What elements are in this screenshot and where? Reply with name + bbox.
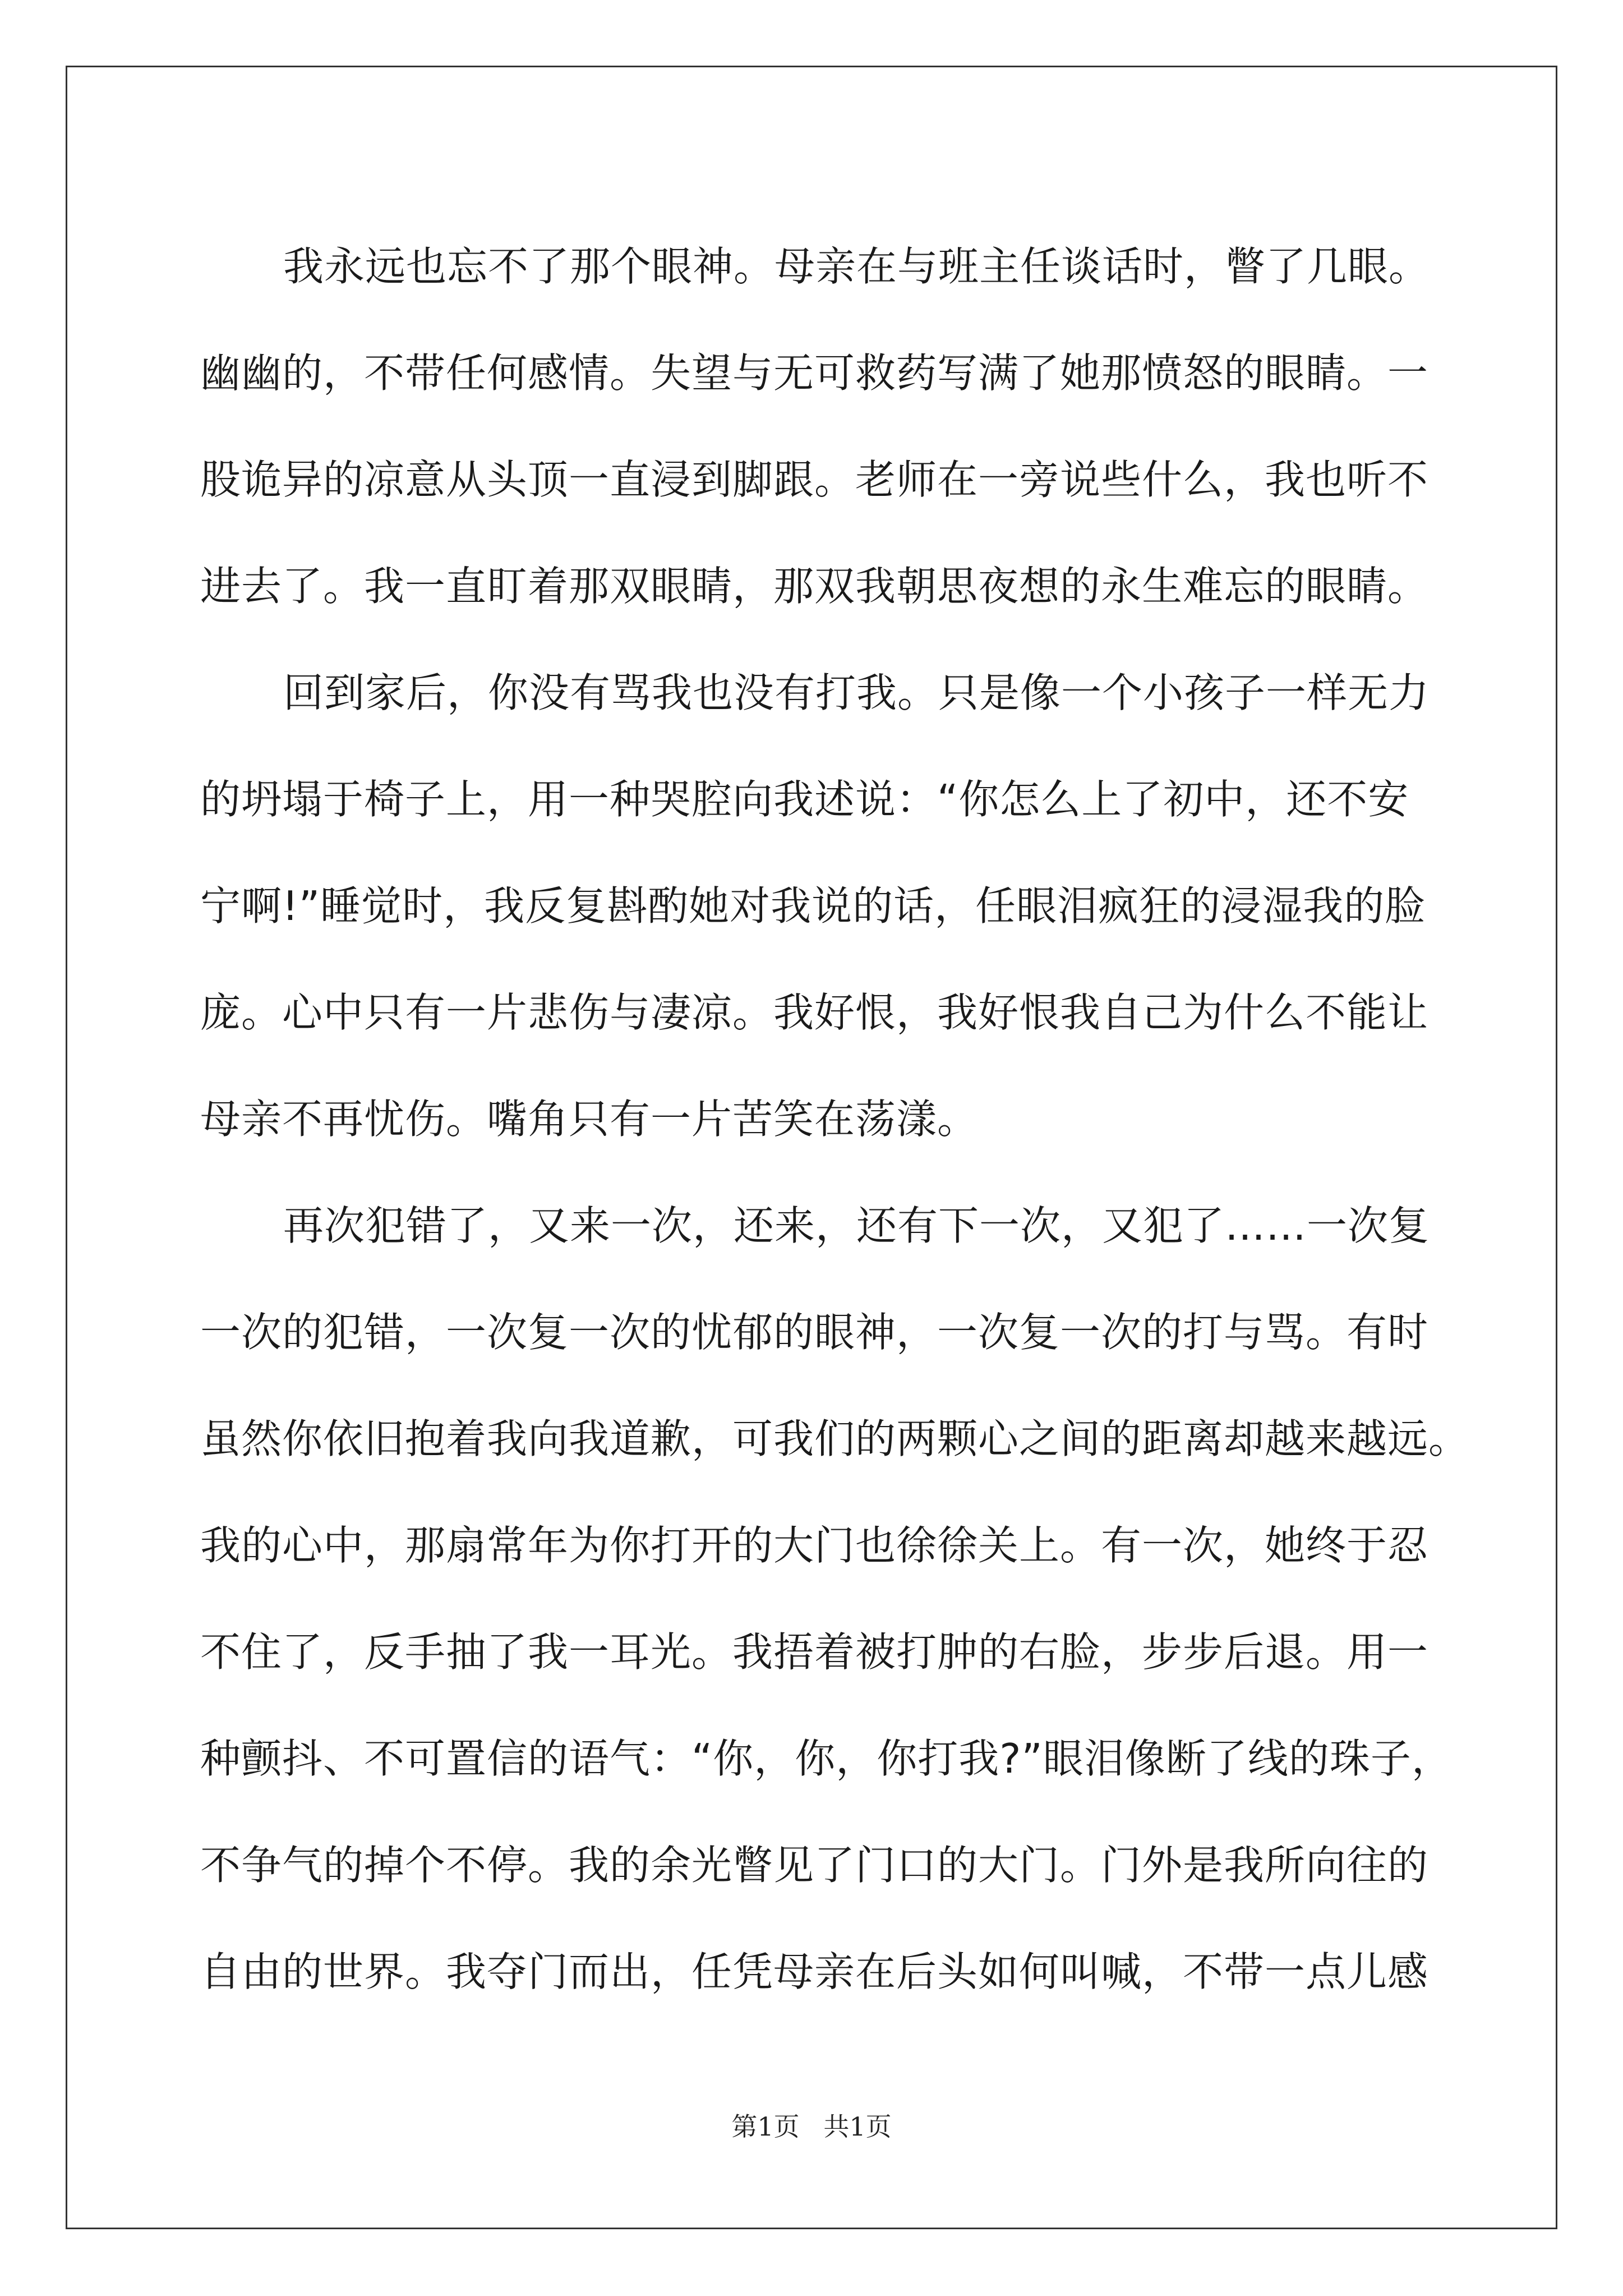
text-line: 幽幽的，不带任何感情。失望与无可救药写满了她那愤怒的眼睛。一 [200,349,1429,397]
text-line: 一次的犯错，一次复一次的忧郁的眼神，一次复一次的打与骂。有时 [200,1309,1429,1356]
text-line: 母亲不再忧伤。嘴角只有一片苦笑在荡漾。 [200,1096,979,1143]
text-line: 虽然你依旧抱着我向我道歉，可我们的两颗心之间的距离却越来越远。 [200,1415,1470,1462]
page-number-current: 第1页 [731,2111,800,2142]
text-line: 进去了。我一直盯着那双眼睛，那双我朝思夜想的永生难忘的眼睛。 [200,563,1429,610]
paragraph-3 [200,1172,1470,2025]
text-line: 回到家后，你没有骂我也没有打我。只是像一个小孩子一样无力 [283,669,1430,716]
text-line: 的坍塌于椅子上，用一种哭腔向我述说：“你怎么上了初中，还不安 [200,776,1409,823]
paragraph-2 [200,639,1434,1172]
text-line: 我的心中，那扇常年为你打开的大门也徐徐关上。有一次，她终于忍 [200,1522,1429,1569]
text-line: 不住了，反手抽了我一耳光。我捂着被打肿的右脸，步步后退。用一 [200,1628,1429,1676]
text-line: 我永远也忘不了那个眼神。母亲在与班主任谈话时，瞥了几眼。 [283,243,1430,290]
text-line: 自由的世界。我夺门而出，任凭母亲在后头如何叫喊，不带一点儿感 [200,1948,1429,1995]
text-line: 股诡异的凉意从头顶一直浸到脚跟。老师在一旁说些什么，我也听不 [200,456,1429,503]
page-footer [0,2106,1623,2143]
text-line: 宁啊!”睡觉时，我反复斟酌她对我说的话，任眼泪疯狂的浸湿我的脸 [200,882,1426,930]
text-line: 庞。心中只有一片悲伤与凄凉。我好恨，我好恨我自己为什么不能让 [200,989,1429,1036]
page-number-total: 共1页 [823,2111,892,2142]
paragraph-1 [200,213,1434,639]
text-line: 不争气的掉个不停。我的余光瞥见了门口的大门。门外是我所向往的 [200,1842,1429,1889]
document-body [200,213,1470,2025]
text-line: 再次犯错了，又来一次，还来，还有下一次，又犯了……一次复 [283,1202,1430,1249]
text-line: 种颤抖、不可置信的语气：“你，你，你打我?”眼泪像断了线的珠子， [200,1735,1453,1782]
